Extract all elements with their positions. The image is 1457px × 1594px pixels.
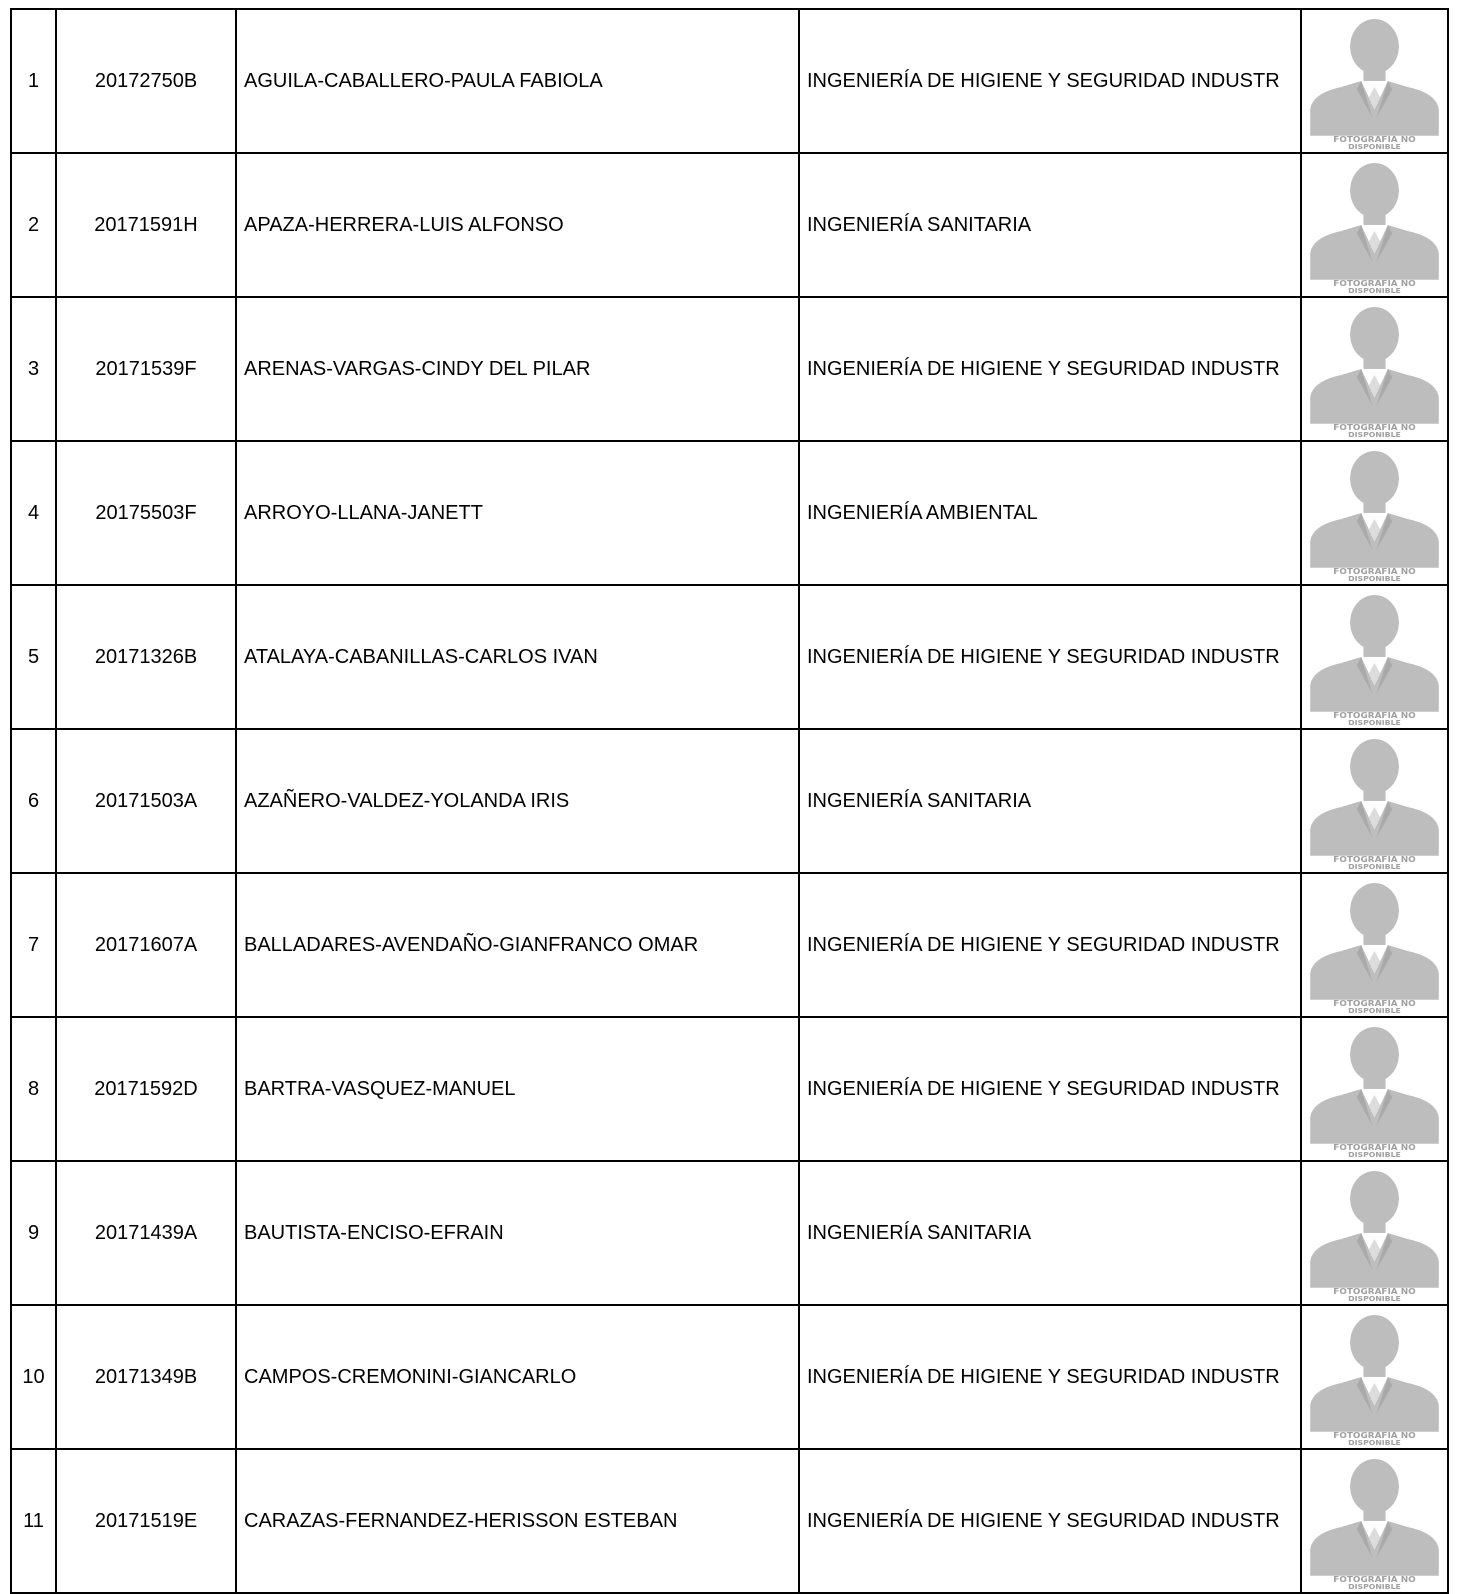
row-number: 6 [27, 789, 40, 812]
table-row [11, 585, 1448, 729]
student-code-cell [56, 1017, 236, 1161]
photo-caption-line1: FOTOGRAFIA NO [1333, 1287, 1416, 1297]
program-name: INGENIERÍA DE HIGIENE Y SEGURIDAD INDUSTR [807, 645, 1280, 668]
person-silhouette-placeholder-icon [1308, 1312, 1441, 1446]
program-cell [799, 1161, 1301, 1305]
student-code-cell [56, 1161, 236, 1305]
student-name-cell [236, 873, 799, 1017]
table-row [11, 297, 1448, 441]
photo-caption-line2: DISPONIBLE [1348, 862, 1401, 870]
row-number: 8 [27, 1077, 40, 1100]
row-number-cell [11, 729, 56, 873]
program-cell [799, 1305, 1301, 1449]
photo-caption-line1: FOTOGRAFIA NO [1333, 999, 1416, 1009]
row-number: 10 [22, 1365, 45, 1388]
student-name-cell [236, 153, 799, 297]
program-cell [799, 1449, 1301, 1593]
photo-cell [1301, 1449, 1448, 1593]
photo-caption-line2: DISPONIBLE [1348, 142, 1401, 150]
row-number: 3 [27, 357, 40, 380]
row-number-cell [11, 1449, 56, 1593]
student-code: 20171591H [94, 213, 198, 236]
photo-caption-line1: FOTOGRAFIA NO [1333, 567, 1416, 577]
student-code: 20171519E [94, 1509, 198, 1532]
table-row [11, 1305, 1448, 1449]
photo-cell [1301, 873, 1448, 1017]
row-number: 4 [27, 501, 40, 524]
program-cell [799, 153, 1301, 297]
program-name: INGENIERÍA DE HIGIENE Y SEGURIDAD INDUSTR [807, 1077, 1280, 1100]
person-silhouette-placeholder-icon [1308, 1024, 1441, 1158]
row-number: 11 [23, 1509, 44, 1532]
photo-cell [1301, 1305, 1448, 1449]
photo-cell [1301, 441, 1448, 585]
row-number: 9 [27, 1221, 40, 1244]
program-cell [799, 729, 1301, 873]
student-name: CARAZAS-FERNANDEZ-HERISSON ESTEBAN [244, 1509, 678, 1532]
photo-caption-line2: DISPONIBLE [1348, 1150, 1401, 1158]
program-name: INGENIERÍA DE HIGIENE Y SEGURIDAD INDUSTR [807, 1509, 1280, 1532]
table-row [11, 153, 1448, 297]
row-number: 2 [27, 213, 40, 236]
row-number-cell [11, 1305, 56, 1449]
program-name: INGENIERÍA SANITARIA [807, 213, 1032, 236]
student-code: 20171607A [94, 933, 198, 956]
row-number-cell [11, 297, 56, 441]
student-name-cell [236, 585, 799, 729]
student-name: ATALAYA-CABANILLAS-CARLOS IVAN [244, 645, 598, 668]
student-name: BAUTISTA-ENCISO-EFRAIN [244, 1221, 504, 1244]
photo-caption-line1: FOTOGRAFIA NO [1333, 423, 1416, 433]
photo-caption-line2: DISPONIBLE [1348, 574, 1401, 582]
student-code-cell [56, 585, 236, 729]
row-number-cell [11, 585, 56, 729]
table-row [11, 729, 1448, 873]
photo-caption-line1: FOTOGRAFIA NO [1333, 855, 1416, 865]
program-name: INGENIERÍA DE HIGIENE Y SEGURIDAD INDUSTR [807, 933, 1280, 956]
student-name-cell [236, 9, 799, 153]
student-code-cell [56, 1449, 236, 1593]
photo-caption-line2: DISPONIBLE [1348, 718, 1401, 726]
person-silhouette-placeholder-icon [1308, 160, 1441, 294]
person-silhouette-placeholder-icon [1308, 448, 1441, 582]
row-number-cell [11, 9, 56, 153]
student-name: BARTRA-VASQUEZ-MANUEL [244, 1077, 516, 1100]
student-code: 20171326B [94, 645, 198, 668]
student-name: APAZA-HERRERA-LUIS ALFONSO [244, 213, 564, 236]
photo-cell [1301, 729, 1448, 873]
program-cell [799, 585, 1301, 729]
photo-caption-line1: FOTOGRAFIA NO [1333, 279, 1416, 289]
student-code: 20171592D [94, 1077, 198, 1100]
person-silhouette-placeholder-icon [1308, 16, 1441, 150]
row-number: 1 [27, 69, 40, 92]
student-name-cell [236, 297, 799, 441]
photo-cell [1301, 1161, 1448, 1305]
photo-caption-line2: DISPONIBLE [1348, 430, 1401, 438]
student-code-cell [56, 441, 236, 585]
student-code-cell [56, 297, 236, 441]
photo-caption-line2: DISPONIBLE [1348, 1294, 1401, 1302]
student-name: AGUILA-CABALLERO-PAULA FABIOLA [244, 69, 603, 92]
student-code: 20171503A [94, 789, 198, 812]
student-code-cell [56, 873, 236, 1017]
program-name: INGENIERÍA DE HIGIENE Y SEGURIDAD INDUSTR [807, 1365, 1280, 1388]
student-table [10, 8, 1449, 1594]
student-code-cell [56, 729, 236, 873]
photo-cell [1301, 153, 1448, 297]
student-name-cell [236, 1017, 799, 1161]
student-name: ARENAS-VARGAS-CINDY DEL PILAR [244, 357, 591, 380]
row-number-cell [11, 153, 56, 297]
row-number-cell [11, 1161, 56, 1305]
program-cell [799, 9, 1301, 153]
photo-caption-line2: DISPONIBLE [1348, 1438, 1401, 1446]
person-silhouette-placeholder-icon [1308, 304, 1441, 438]
person-silhouette-placeholder-icon [1308, 592, 1441, 726]
row-number-cell [11, 1017, 56, 1161]
program-name: INGENIERÍA DE HIGIENE Y SEGURIDAD INDUSTR [807, 357, 1280, 380]
table-row [11, 1449, 1448, 1593]
photo-cell [1301, 585, 1448, 729]
table-row [11, 1017, 1448, 1161]
photo-caption-line1: FOTOGRAFIA NO [1333, 1143, 1416, 1153]
student-code: 20172750B [94, 69, 198, 92]
photo-caption-line2: DISPONIBLE [1348, 286, 1401, 294]
student-name-cell [236, 729, 799, 873]
student-code-cell [56, 153, 236, 297]
student-name-cell [236, 1305, 799, 1449]
row-number-cell [11, 441, 56, 585]
row-number-cell [11, 873, 56, 1017]
person-silhouette-placeholder-icon [1308, 1168, 1441, 1302]
student-name: CAMPOS-CREMONINI-GIANCARLO [244, 1365, 577, 1388]
program-cell [799, 441, 1301, 585]
table-row [11, 9, 1448, 153]
photo-cell [1301, 297, 1448, 441]
photo-caption-line2: DISPONIBLE [1348, 1006, 1401, 1014]
program-name: INGENIERÍA SANITARIA [807, 789, 1032, 812]
student-table-body [11, 9, 1448, 1593]
student-name: BALLADARES-AVENDAÑO-GIANFRANCO OMAR [244, 933, 699, 956]
person-silhouette-placeholder-icon [1308, 1456, 1441, 1590]
student-list-sheet [10, 8, 1447, 1594]
student-name: AZAÑERO-VALDEZ-YOLANDA IRIS [244, 789, 570, 812]
photo-caption-line1: FOTOGRAFIA NO [1333, 1431, 1416, 1441]
row-number: 5 [27, 645, 40, 668]
program-name: INGENIERÍA AMBIENTAL [807, 501, 1038, 524]
student-name-cell [236, 441, 799, 585]
program-cell [799, 873, 1301, 1017]
photo-cell [1301, 1017, 1448, 1161]
student-code: 20175503F [95, 501, 197, 524]
photo-caption-line1: FOTOGRAFIA NO [1333, 1575, 1416, 1585]
student-code: 20171439A [94, 1221, 198, 1244]
row-number: 7 [27, 933, 40, 956]
person-silhouette-placeholder-icon [1308, 880, 1441, 1014]
program-name: INGENIERÍA DE HIGIENE Y SEGURIDAD INDUSTR [807, 69, 1280, 92]
table-row [11, 1161, 1448, 1305]
student-name: ARROYO-LLANA-JANETT [244, 501, 483, 524]
person-silhouette-placeholder-icon [1308, 736, 1441, 870]
student-name-cell [236, 1161, 799, 1305]
program-cell [799, 297, 1301, 441]
photo-caption-line2: DISPONIBLE [1348, 1582, 1401, 1590]
student-code: 20171539F [95, 357, 197, 380]
photo-caption-line1: FOTOGRAFIA NO [1333, 711, 1416, 721]
program-name: INGENIERÍA SANITARIA [807, 1221, 1032, 1244]
student-code-cell [56, 1305, 236, 1449]
table-row [11, 441, 1448, 585]
table-row [11, 873, 1448, 1017]
photo-caption-line1: FOTOGRAFIA NO [1333, 135, 1416, 145]
photo-cell [1301, 9, 1448, 153]
student-code: 20171349B [94, 1365, 198, 1388]
program-cell [799, 1017, 1301, 1161]
student-code-cell [56, 9, 236, 153]
student-name-cell [236, 1449, 799, 1593]
